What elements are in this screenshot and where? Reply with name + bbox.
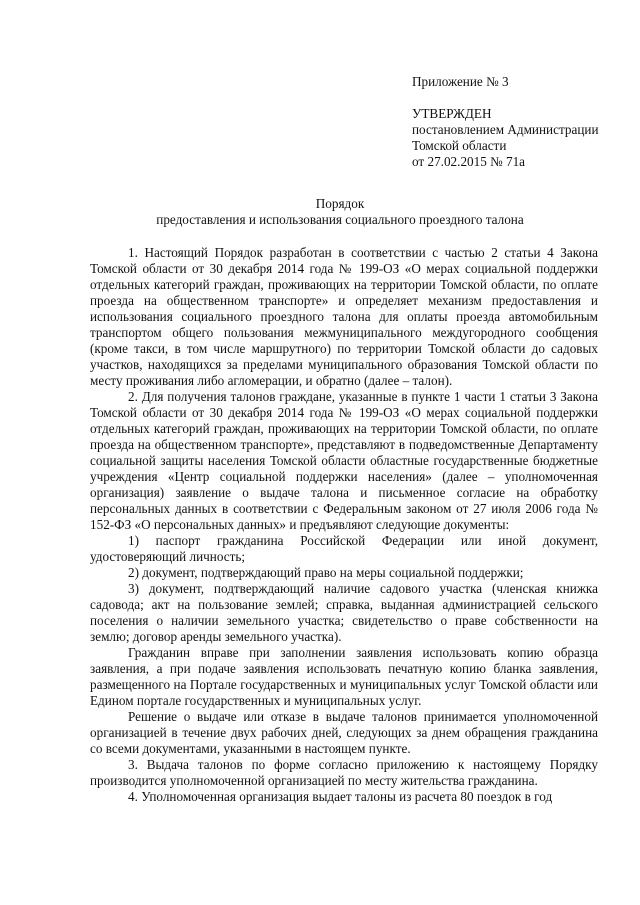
appendix-number: Приложение № 3 [412,74,509,89]
approved-by: постановлением Администрации [412,122,599,137]
document-subtitle: предоставления и использования социального проездного талона [156,212,524,227]
paragraph: 3) документ, подтверждающий наличие садового участка (членская книжка садовода; акт на пользование землей; справка, выданная администрацией сельского поселения о наличии земельного участка; свидетельство о праве собственности на землю; договор аренды земельного участка). [90,581,598,644]
document-title: Порядок [315,196,365,211]
paragraph: 1. Настоящий Порядок разработан в соответствии с частью 2 статьи 4 Закона Томской области от 30 декабря 2014 года № 199-ОЗ «О мерах социальной поддержки отдельных категорий граждан, проживающих на территории Томской области, по оплате проезда на общественном транспорте» и определяет механизм предоставления и использования социального проездного талона для оплаты проезда автомобильным транспортом общего пользования межмуниципального междугородного сообщения (кроме такси, в том числе маршрутного) по территории Томской области до садовых участков, находящихся за пределами муниципального образования Томской области по месту проживания либо агломерации, и обратно (далее – талон). [90,245,598,388]
paragraph: 2) документ, подтверждающий право на меры социальной поддержки; [128,565,524,580]
approval-block [412,74,622,170]
paragraph: Решение о выдаче или отказе в выдаче талонов принимается уполномоченной организацией в течение двух рабочих дней, следующих за днем обращения гражданина со всеми документами, указанными в настоящем пункте. [90,709,598,756]
approved-label: УТВЕРЖДЕН [412,106,492,121]
paragraph: Гражданин вправе при заполнении заявления использовать копию образца заявления, а при подаче заявления использовать печатную копию бланка заявления, размещенного на Портале государственных и муниципальных услуг Томской области или Едином портале государственных и муниципальных услуг. [90,645,598,708]
approved-region: Томской области [412,138,507,153]
document-body [90,245,598,805]
paragraph: 1) паспорт гражданина Российской Федерации или иной документ, удостоверяющий личность; [90,533,598,564]
paragraph: 3. Выдача талонов по форме согласно приложению к настоящему Порядку производится уполномоченной организацией по месту жительства гражданина. [90,757,598,788]
approval-date: от 27.02.2015 № 71а [412,154,526,169]
paragraph: 2. Для получения талонов граждане, указанные в пункте 1 части 1 статьи 3 Закона Томской области от 30 декабря 2014 года № 199-ОЗ «О мерах социальной поддержки отдельных категорий граждан, проживающих на территории Томской области, по оплате проезда на общественном транспорте», представляют в подведомственные Департаменту социальной защиты населения Томской области областные государственные бюджетные учреждения «Центр социальной поддержки населения» (далее – уполномоченная организация) заявление о выдаче талона и письменное согласие на обработку персональных данных в соответствии с Федеральным законом от 27 июля 2006 года № 152-ФЗ «О персональных данных» и предъявляют следующие документы: [90,389,598,532]
approval-spacer [412,90,622,106]
paragraph: 4. Уполномоченная организация выдает талоны из расчета 80 поездок в год [128,789,553,804]
